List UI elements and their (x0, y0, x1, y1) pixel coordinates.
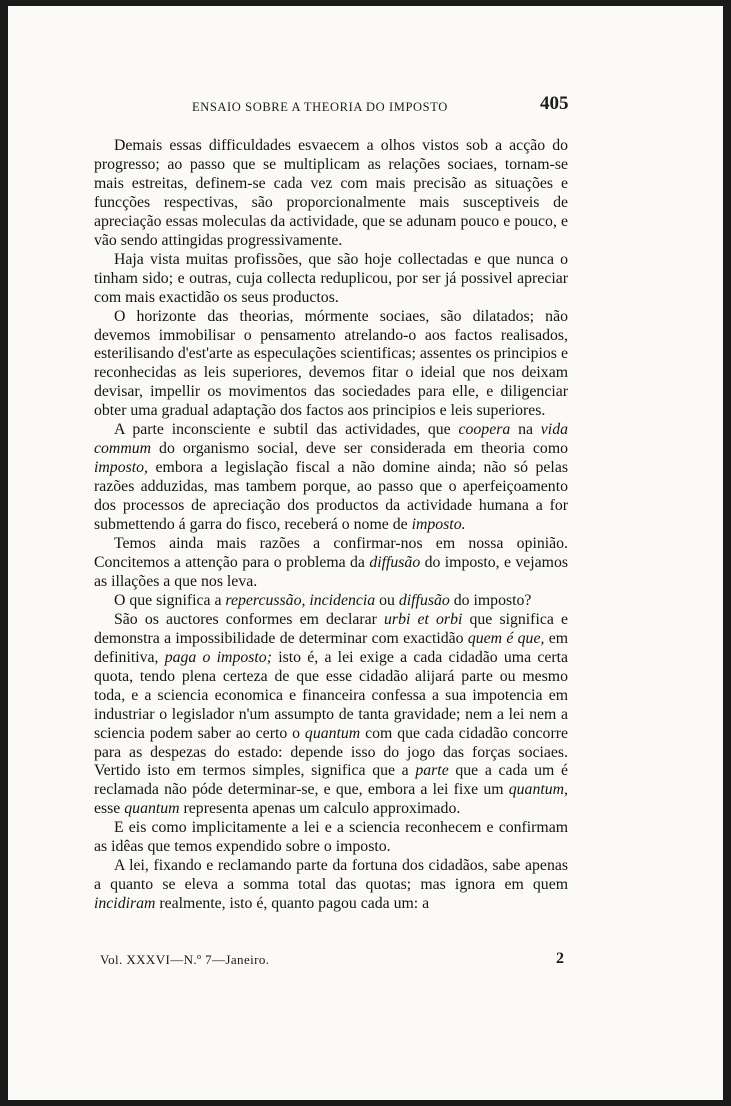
italic-run: quantum, (508, 781, 568, 799)
text-run: O que significa a (114, 591, 226, 609)
paragraph (94, 857, 568, 914)
text-run: que significa e demonstra a impossibilidade de determinar com exactidão (94, 610, 568, 647)
text-run: em definitiva, (94, 629, 569, 666)
page-header (8, 93, 723, 120)
paragraph (94, 592, 568, 611)
paragraph (94, 611, 568, 819)
paragraph (94, 308, 568, 422)
paragraph (94, 421, 568, 535)
text-run: realmente, isto é, quanto pagou cada um: a (155, 895, 430, 913)
text-run: embora a legislação fiscal a não domine ainda; não só pelas razões adduzidas, mas tambem porque, ao passo que o aperfeiçoamento dos processos de apreciação dos productos da actividade humana a for submettendo á garra do fisco, receberá o nome de (94, 459, 568, 534)
signature-mark: Vol. XXXVI—N.º 7—Janeiro. (100, 952, 270, 967)
text-run: do imposto? (449, 591, 532, 609)
italic-run: quem é que, (467, 629, 545, 647)
italic-run: repercussão, incidencia (225, 591, 376, 609)
text-run: Haja vista muitas profissões, que são hoje collectadas e que nunca o tinham sido; e outras, cuja collecta reduplicou, por ser já possivel apreciar com mais exactidão os seus productos. (94, 250, 568, 306)
italic-run: imposto. (411, 516, 466, 534)
running-title: ENSAIO SOBRE A THEORIA DO IMPOSTO (192, 100, 448, 114)
page-number: 405 (540, 93, 569, 114)
text-run: do organismo social, deve ser considerada em theoria como (151, 440, 568, 458)
page-footer (100, 952, 570, 974)
text-run: do imposto, e vejamos as illações a que nos leva. (94, 553, 569, 590)
sheet-number: 2 (556, 950, 564, 967)
italic-run: incidiram (94, 895, 156, 913)
italic-run: imposto, (94, 459, 148, 477)
text-run: que a cada um é reclamada não póde determinar-se, e que, embora a lei fixe um (94, 762, 568, 799)
italic-run: vida commum (94, 421, 568, 458)
italic-run: quantum (304, 724, 361, 742)
italic-run: parte (415, 762, 449, 780)
text-run: esse (94, 800, 125, 818)
text-run: ou (375, 591, 399, 609)
paragraph (94, 819, 568, 857)
page (8, 6, 723, 1100)
text-run: A lei, fixando e reclamando parte da fortuna dos cidadãos, sabe apenas a quanto se eleva a somma total das quotas; mas ignora em quem (94, 857, 568, 894)
text-run: Demais essas difficuldades esvaecem a olhos vistos sob a acção do progresso; ao passo que se multiplicam as relações sociaes, tornam-se mais estreitas, definem-se cada vez com mais precisão as situações e funcções respectivas, são proporcionalmente mais susceptiveis de apreciação essas moleculas da actividade, que se adunam pouco e pouco, e vão sendo attingidas progressivamente. (94, 137, 568, 249)
text-run: na (510, 421, 541, 439)
paragraph (94, 251, 568, 308)
text-run: A parte inconsciente e subtil das actividades, que (114, 421, 459, 439)
italic-run: coopera (458, 421, 511, 439)
text-run: com que cada cidadão concorre para as despezas do estado: depende isso do jogo das forças sociaes. Vertido isto em termos simples, significa que a (94, 724, 568, 780)
italic-run: diffusão (398, 591, 450, 609)
text-run: representa apenas um calculo approximado. (179, 800, 461, 818)
italic-run: paga o imposto; (164, 648, 272, 666)
text-run: isto é, a lei exige a cada cidadão uma certa quota, tendo plena certeza de que esse cidadão alijará parte ou mesmo toda, e a sciencia economica e financeira confessa a sua impotencia em industriar o legislador n'um assumpto de tanta gravidade; nem a lei nem a sciencia podem saber ao certo o (94, 648, 568, 742)
text-run: O horizonte das theorias, mórmente sociaes, são dilatados; não devemos immobilisar o pensamento atrelando-o aos factos realisados, esterilisando d'est'arte as especulações scientificas; assentes os principios e reconhecidas as leis superiores, devemos fitar o ideial que nos deixam devisar, impellir os movimentos das sociedades para elle, e diligenciar obter uma gradual adaptação dos factos aos principios e leis superiores. (94, 307, 568, 420)
italic-run: quantum (124, 800, 180, 818)
paragraph (94, 137, 568, 251)
text-run: E eis como implicitamente a lei e a sciencia reconhecem e confirmam as idêas que temos expendido sobre o imposto. (94, 819, 568, 856)
italic-run: urbi et orbi (384, 610, 463, 628)
italic-run: diffusão (369, 553, 421, 571)
text-run: São os auctores conformes em declarar (114, 610, 385, 628)
body-text (94, 137, 568, 914)
text-run: Temos ainda mais razões a confirmar-nos em nossa opinião. Concitemos a attenção para o problema da (94, 535, 568, 571)
paragraph (94, 535, 568, 592)
